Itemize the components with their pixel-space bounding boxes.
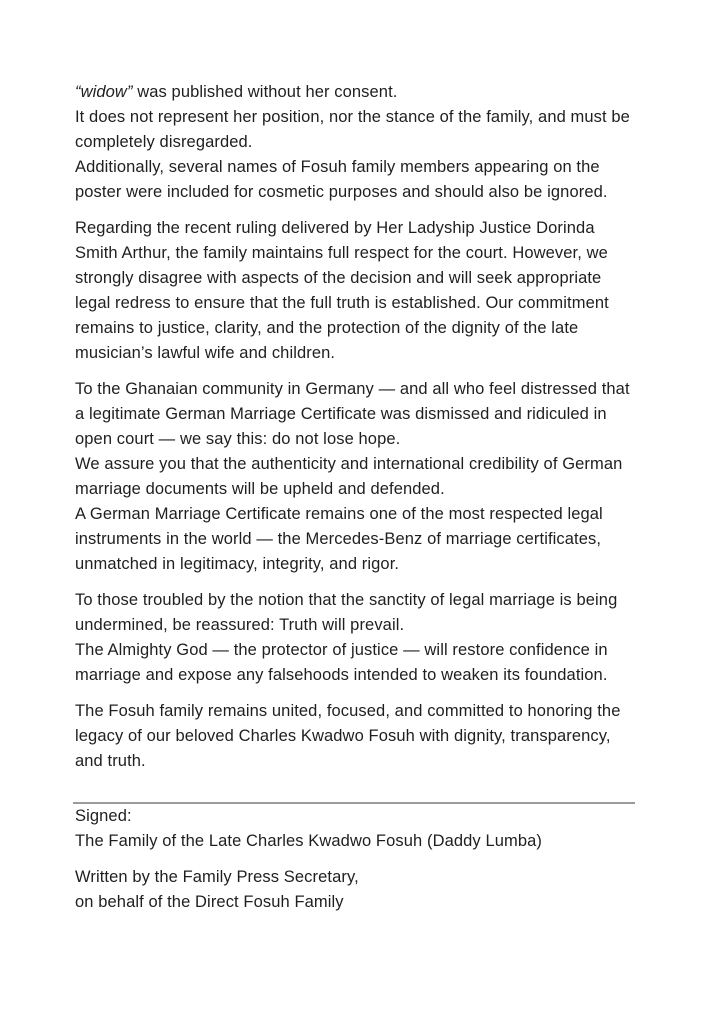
statement-line: It does not represent her position, nor the stance of the family, and must be completely disregarded. (75, 108, 630, 151)
statement-line: To those troubled by the notion that the sanctity of legal marriage is being undermined, be reassured: Truth will prevail. (75, 591, 618, 634)
paragraph-ghanaian-community (75, 377, 637, 577)
paragraph-poster-disclaimer (75, 80, 637, 205)
statement-line-rest: was published without her consent. (132, 83, 398, 101)
statement-line: Additionally, several names of Fosuh family members appearing on the poster were included for cosmetic purposes and should also be ignored. (75, 158, 608, 201)
signed-by-line: The Family of the Late Charles Kwadwo Fosuh (Daddy Lumba) (75, 832, 542, 850)
paragraph-family-unity (75, 699, 637, 774)
signed-label: Signed: (75, 807, 132, 825)
written-by-line: Written by the Family Press Secretary, (75, 868, 359, 886)
widow-italic-term: “widow” (75, 83, 133, 101)
statement-line: A German Marriage Certificate remains one of the most respected legal instruments in the world — the Mercedes-Benz of marriage certificates, unmatched in legitimacy, integrity, and rigor. (75, 505, 603, 573)
statement-line: Regarding the recent ruling delivered by Her Ladyship Justice Dorinda Smith Arthur, the family maintains full respect for the court. However, we strongly disagree with aspects of the decision and will seek appropriate legal redress to ensure that the full truth is established. Our commitment remains to justice, clarity, and the protection of the dignity of the late musician’s lawful wife and children. (75, 219, 609, 362)
statement-line (75, 80, 637, 105)
statement-line: The Fosuh family remains united, focused, and committed to honoring the legacy of our beloved Charles Kwadwo Fosuh with dignity, transparency, and truth. (75, 702, 621, 770)
signature-block (75, 804, 637, 854)
paragraph-reassurance (75, 588, 637, 688)
statement-body (75, 80, 637, 915)
paragraph-court-ruling (75, 216, 637, 366)
author-block (75, 865, 637, 915)
on-behalf-line: on behalf of the Direct Fosuh Family (75, 893, 344, 911)
statement-line: To the Ghanaian community in Germany — and all who feel distressed that a legitimate German Marriage Certificate was dismissed and ridiculed in open court — we say this: do not lose hope. (75, 380, 630, 448)
statement-line: We assure you that the authenticity and international credibility of German marriage documents will be upheld and defended. (75, 455, 623, 498)
statement-line: The Almighty God — the protector of justice — will restore confidence in marriage and expose any falsehoods intended to weaken its foundation. (75, 641, 608, 684)
